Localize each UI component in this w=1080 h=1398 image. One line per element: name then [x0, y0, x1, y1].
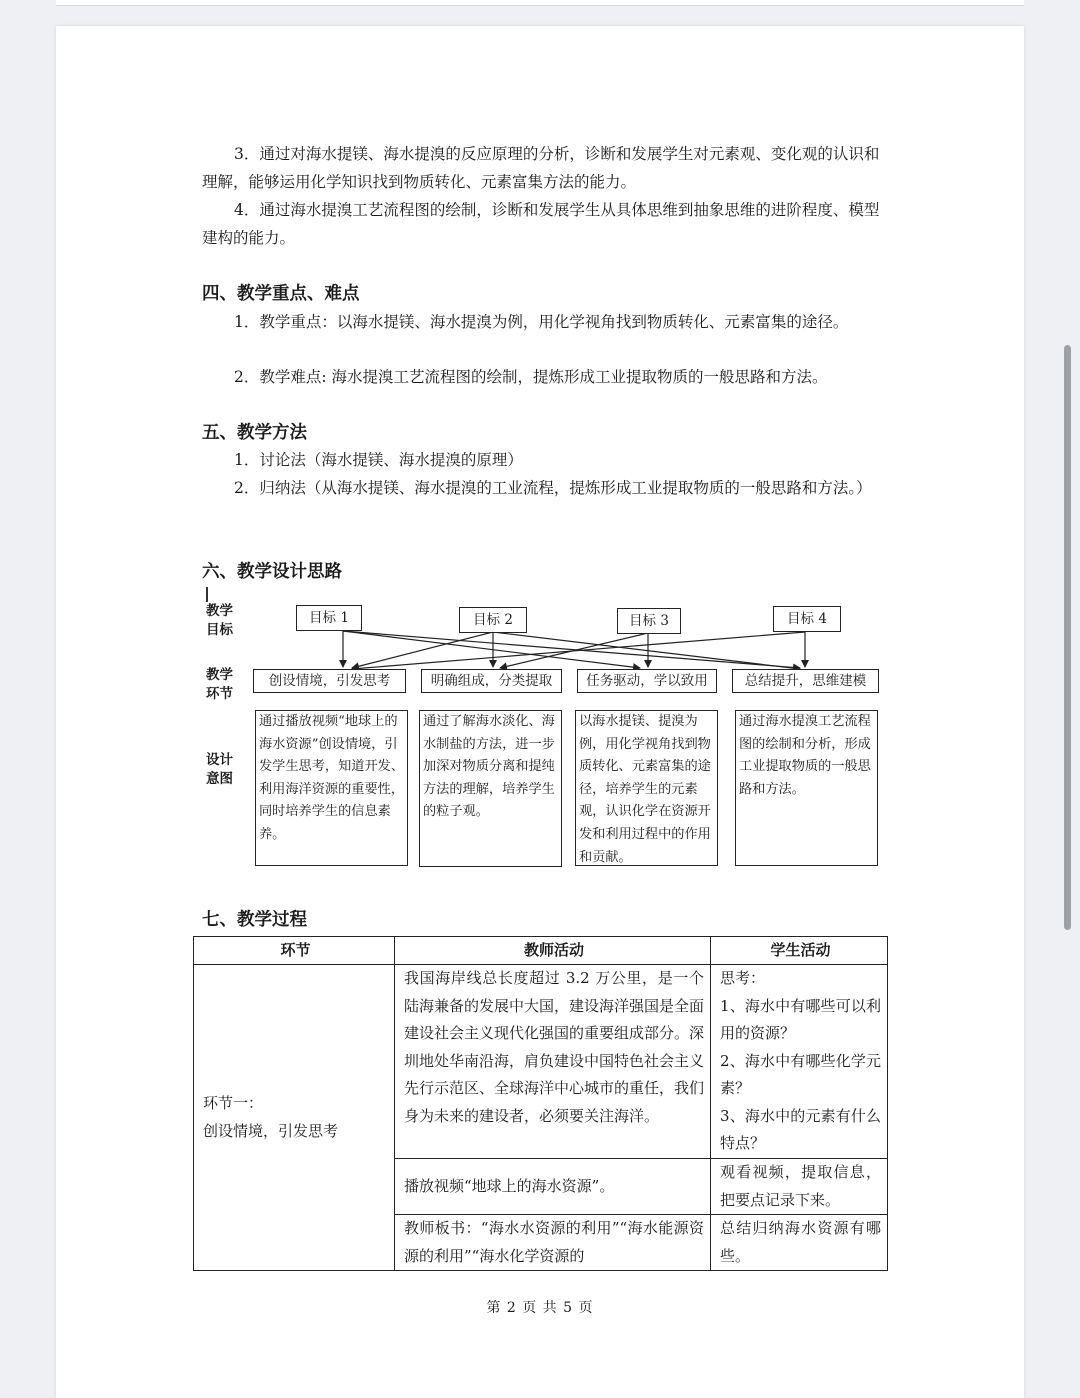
teacher-activity-cell: 我国海岸线总长度超过 3.2 万公里，是一个陆海兼备的发展中大国，建设海洋强国是全面建设社会主义现代化强国的重要组成部分。深圳地处华南沿海，肩负建设中国特色社会主义先行示范区、全球海洋中心城市的重任，我们身为未来的建设者，必须要关注海洋。 [395, 965, 711, 1159]
intent-box-1: 通过播放视频“地球上的海水资源”创设情境，引发学生思考，知道开发、利用海洋资源的重要性，同时培养学生的信息素养。 [255, 710, 408, 866]
method-item-2: 2．归纳法（从海水提镁、海水提溴的工业流程，提炼形成工业提取物质的一般思路和方法。） [234, 479, 872, 497]
intent-box-4: 通过海水提溴工艺流程图的绘制和分析，形成工业提取物质的一般思路和方法。 [735, 710, 878, 866]
section-heading-design: 六、教学设计思路 [202, 562, 342, 582]
difficulty-item: 2．教学难点: 海水提溴工艺流程图的绘制，提炼形成工业提取物质的一般思路和方法。 [234, 368, 828, 386]
table-row [194, 965, 888, 1159]
method-item-1: 1．讨论法（海水提镁、海水提溴的原理） [234, 451, 523, 469]
stage-box-4: 总结提升，思维建模 [732, 669, 879, 693]
goal-box-1: 目标 1 [296, 605, 362, 631]
section-heading-process: 七、教学过程 [202, 910, 307, 930]
objective-item-4: 4．通过海水提溴工艺流程图的绘制，诊断和发展学生从具体思维到抽象思维的进阶程度、模型建构的能力。 [202, 201, 880, 247]
stage-box-2: 明确组成，分类提取 [421, 669, 562, 693]
row-label-intent: 设计 意图 [206, 752, 233, 787]
stage-cell: 环节一： 创设情境，引发思考 [194, 965, 395, 1271]
header-student-activity: 学生活动 [711, 937, 888, 965]
objective-item-3: 3．通过对海水提镁、海水提溴的反应原理的分析，诊断和发展学生对元素观、变化观的认识和理解，能够运用化学知识找到物质转化、元素富集方法的能力。 [202, 145, 880, 191]
table-header-row [194, 937, 888, 965]
stage-box-3: 任务驱动，学以致用 [577, 669, 717, 693]
intent-box-2: 通过了解海水淡化、海水制盐的方法，进一步加深对物质分离和提纯方法的理解，培养学生的粒子观。 [419, 710, 562, 867]
header-teacher-activity: 教师活动 [395, 937, 711, 965]
teaching-process-table [193, 936, 888, 1271]
section-heading-methods: 五、教学方法 [202, 423, 307, 443]
stage-box-1: 创设情境，引发思考 [253, 669, 406, 693]
student-activity-cell: 总结归纳海水资源有哪些。 [711, 1215, 888, 1271]
teacher-activity-cell: 播放视频“地球上的海水资源”。 [395, 1159, 711, 1215]
goal-box-4: 目标 4 [773, 606, 841, 632]
row-label-stages: 教学 环节 [206, 667, 233, 702]
header-stage: 环节 [194, 937, 395, 965]
student-activity-cell: 思考： 1、海水中有哪些可以利用的资源？ 2、海水中有哪些化学元素？ 3、海水中的元素有什么特点？ [711, 965, 888, 1159]
student-activity-cell: 观看视频，提取信息，把要点记录下来。 [711, 1159, 888, 1215]
teacher-activity-cell: 教师板书：“海水水资源的利用”“海水能源资源的利用”“海水化学资源的 [395, 1215, 711, 1271]
goal-box-3: 目标 3 [617, 608, 681, 634]
section-heading-key-points: 四、教学重点、难点 [202, 284, 360, 304]
key-point-item: 1．教学重点：以海水提镁、海水提溴为例，用化学视角找到物质转化、元素富集的途径。 [234, 313, 849, 331]
page-footer: 第 2 页 共 5 页 [486, 1300, 594, 1316]
row-label-goals: 教学 目标 [206, 603, 233, 638]
goal-box-2: 目标 2 [459, 607, 527, 633]
intent-box-3: 以海水提镁、提溴为例，用化学视角找到物质转化、元素富集的途径，培养学生的元素观，认识化学在资源开发和利用过程中的作用和贡献。 [575, 710, 718, 866]
